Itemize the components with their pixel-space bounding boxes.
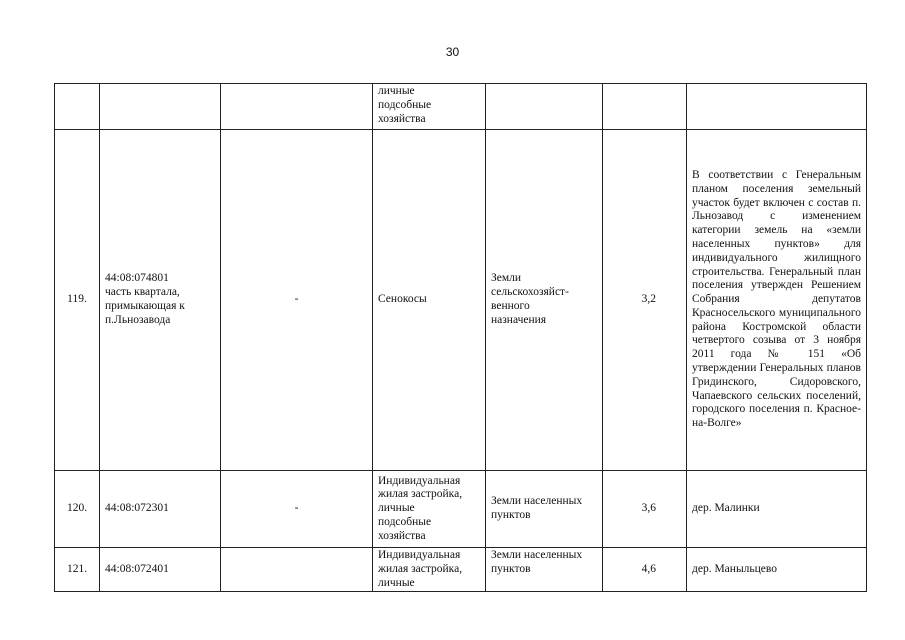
cell-col3: - bbox=[221, 130, 373, 471]
page-number: 30 bbox=[445, 45, 460, 59]
cell-note: дер. Малинки bbox=[687, 471, 867, 548]
cell-use: Сенокосы bbox=[373, 130, 486, 471]
cell-category: Земли населенных пунктов bbox=[486, 471, 603, 548]
cell-num: 119. bbox=[55, 130, 100, 471]
land-plots-table bbox=[54, 83, 867, 592]
cell-use: Индивидуальная жилая застройка, личные подсобные хозяйства bbox=[373, 471, 486, 548]
cell-category: Земли населенных пунктов bbox=[486, 548, 603, 592]
table-row bbox=[55, 548, 867, 592]
cell-col3 bbox=[221, 548, 373, 592]
cell-cadastral bbox=[100, 84, 221, 130]
cell-num bbox=[55, 84, 100, 130]
cell-area: 4,6 bbox=[603, 548, 687, 592]
table-row bbox=[55, 471, 867, 548]
cell-note: В соответствии с Генеральным планом поселения земельный участок будет включен с состав п. Льнозавод с изменением категории земель на «земли населенных пунктов» для индивидуального жилищного строительства. Генеральный план поселения утвержден Решением Собрания депутатов Красносельского муниципального района Костромской области четвертого созыва от 3 ноября 2011 года № 151 «Об утверждении Генеральных планов Гридинского, Сидоровского, Чапаевского сельских поселений, городского поселения п. Красное-на-Волге» bbox=[687, 130, 867, 471]
cell-cadastral: 44:08:072301 bbox=[100, 471, 221, 548]
cell-area: 3,2 bbox=[603, 130, 687, 471]
cell-area: 3,6 bbox=[603, 471, 687, 548]
cell-category: Земли сельскохозяйст- венного назначения bbox=[486, 130, 603, 471]
cell-use: личные подсобные хозяйства bbox=[373, 84, 486, 130]
cell-category bbox=[486, 84, 603, 130]
cell-area bbox=[603, 84, 687, 130]
cell-use: Индивидуальная жилая застройка, личные bbox=[373, 548, 486, 592]
cell-cadastral: 44:08:074801 часть квартала, примыкающая к п.Льнозавода bbox=[100, 130, 221, 471]
cell-cadastral: 44:08:072401 bbox=[100, 548, 221, 592]
cell-col3: - bbox=[221, 471, 373, 548]
table-row bbox=[55, 130, 867, 471]
table-row-continuation bbox=[55, 84, 867, 130]
cell-note: дер. Маныльцево bbox=[687, 548, 867, 592]
cell-note bbox=[687, 84, 867, 130]
cell-num: 120. bbox=[55, 471, 100, 548]
cell-col3 bbox=[221, 84, 373, 130]
cell-num: 121. bbox=[55, 548, 100, 592]
